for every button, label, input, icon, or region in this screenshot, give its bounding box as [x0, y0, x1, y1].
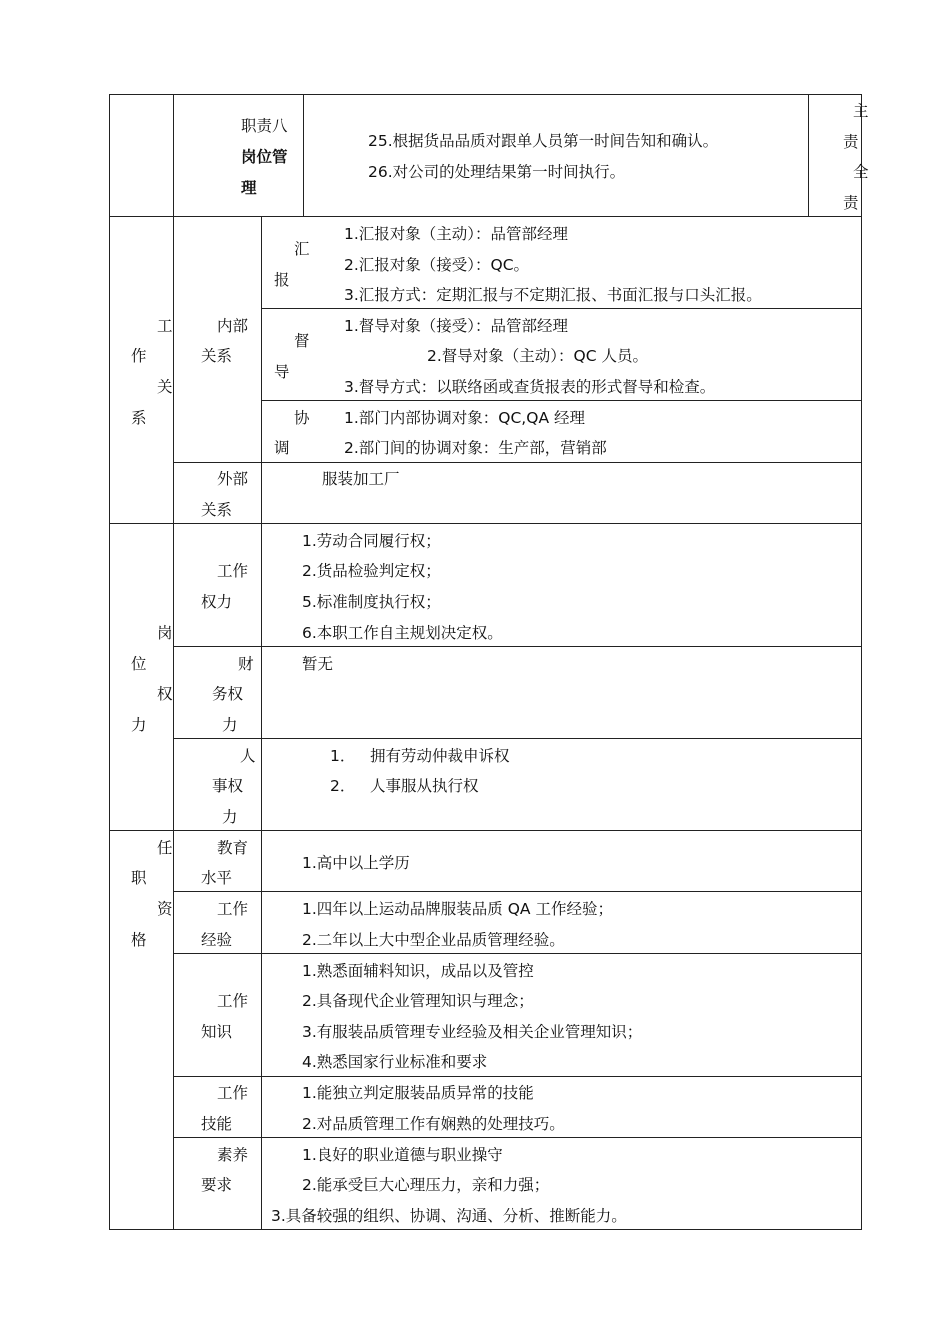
work-authority-label: 权力 [201, 593, 233, 611]
report-label: 报 [274, 271, 290, 289]
report-item: 1.汇报对象（主动）：品管部经理 [344, 225, 569, 243]
coordinate-label: 调 [274, 439, 290, 457]
quality-label: 素养 [217, 1146, 249, 1164]
work-authority-item: 5.标准制度执行权； [302, 593, 441, 611]
section-label-authority: 岗 [157, 624, 173, 642]
duty-item: 25.根据货品品质对跟单人员第一时间告知和确认。 [368, 132, 719, 150]
knowledge-item: 4.熟悉国家行业标准和要求 [302, 1053, 488, 1071]
responsibility-char: 主 [853, 102, 869, 120]
experience-label: 工作 [217, 900, 249, 918]
section-label-authority: 位 [131, 655, 147, 673]
column-divider [808, 94, 809, 216]
quality-item: 2.能承受巨大心理压力，亲和力强； [302, 1176, 550, 1194]
coordinate-item: 1.部门内部协调对象：QC,QA 经理 [344, 409, 585, 427]
hr-authority-label: 事权 [212, 777, 244, 795]
report-label: 汇 [294, 240, 310, 258]
supervise-item: 3.督导方式：以联络函或查货报表的形式督导和检查。 [344, 378, 716, 396]
finance-authority-label: 财 [238, 655, 254, 673]
work-authority-item: 2.货品检验判定权； [302, 562, 441, 580]
row-divider [173, 646, 862, 647]
quality-label: 要求 [201, 1176, 233, 1194]
work-authority-label: 工作 [217, 562, 249, 580]
hr-authority-label: 人 [240, 747, 256, 765]
row-divider [109, 216, 862, 217]
hr-authority-item-number: 1． [330, 747, 356, 765]
external-relations-label: 外部 [217, 470, 249, 488]
duty-item: 26.对公司的处理结果第一时间执行。 [368, 163, 626, 181]
column-divider [261, 216, 262, 1230]
knowledge-label: 工作 [217, 992, 249, 1010]
supervise-item: 2.督导对象（主动）：QC 人员。 [427, 347, 648, 365]
responsibility-char: 责 [843, 133, 859, 151]
work-authority-item: 1.劳动合同履行权； [302, 532, 441, 550]
duty-title: 岗位管 [241, 148, 288, 166]
internal-relations-label: 内部 [217, 317, 249, 335]
skills-label: 工作 [217, 1084, 249, 1102]
work-authority-item: 6.本职工作自主规划决定权。 [302, 624, 503, 642]
experience-item: 2.二年以上大中型企业品质管理经验。 [302, 931, 565, 949]
quality-item: 1.良好的职业道德与职业操守 [302, 1146, 503, 1164]
coordinate-label: 协 [294, 409, 310, 427]
finance-authority-value: 暂无 [302, 655, 334, 673]
section-label-qualifications: 任 [157, 839, 173, 857]
education-item: 1.高中以上学历 [302, 854, 410, 872]
experience-item: 1.四年以上运动品牌服装品质 QA 工作经验； [302, 900, 613, 918]
skills-item: 2.对品质管理工作有娴熟的处理技巧。 [302, 1115, 565, 1133]
education-label: 水平 [201, 869, 233, 887]
knowledge-label: 知识 [201, 1023, 233, 1041]
section-label-qualifications: 职 [131, 869, 147, 887]
knowledge-item: 2.具备现代企业管理知识与理念； [302, 992, 534, 1010]
column-divider [303, 94, 304, 216]
section-label-work-relations: 作 [131, 347, 147, 365]
responsibility-char: 责 [843, 194, 859, 212]
section-label-work-relations: 关 [157, 378, 173, 396]
internal-relations-label: 关系 [201, 347, 233, 365]
report-item: 3.汇报方式：定期汇报与不定期汇报、书面汇报与口头汇报。 [344, 286, 762, 304]
section-label-authority: 力 [131, 716, 147, 734]
external-relations-value: 服装加工厂 [322, 470, 400, 488]
section-label-work-relations: 系 [131, 409, 147, 427]
external-relations-label: 关系 [201, 501, 233, 519]
coordinate-item: 2.部门间的协调对象：生产部，营销部 [344, 439, 607, 457]
supervise-label: 导 [274, 363, 290, 381]
duty-label: 职责八 [241, 117, 288, 135]
education-label: 教育 [217, 839, 249, 857]
hr-authority-label: 力 [222, 808, 238, 826]
skills-label: 技能 [201, 1115, 233, 1133]
section-label-authority: 权 [157, 685, 173, 703]
quality-item: 3.具备较强的组织、协调、沟通、分析、推断能力。 [271, 1207, 627, 1225]
knowledge-item: 3.有服装品质管理专业经验及相关企业管理知识； [302, 1023, 643, 1041]
supervise-label: 督 [294, 332, 310, 350]
hr-authority-item-number: 2． [330, 777, 356, 795]
row-divider [173, 738, 862, 739]
duty-title-cont: 理 [241, 179, 257, 197]
responsibility-char: 全 [853, 163, 869, 181]
report-item: 2.汇报对象（接受）：QC。 [344, 256, 530, 274]
section-label-work-relations: 工 [157, 317, 173, 335]
hr-authority-item: 拥有劳动仲裁申诉权 [370, 747, 510, 765]
hr-authority-item: 人事服从执行权 [370, 777, 479, 795]
skills-item: 1.能独立判定服装品质异常的技能 [302, 1084, 534, 1102]
supervise-item: 1.督导对象（接受）：品管部经理 [344, 317, 569, 335]
row-divider [173, 891, 862, 892]
column-divider [173, 94, 174, 1230]
row-divider [173, 1076, 862, 1077]
finance-authority-label: 力 [222, 716, 238, 734]
finance-authority-label: 务权 [212, 685, 244, 703]
knowledge-item: 1.熟悉面辅料知识，成品以及管控 [302, 962, 534, 980]
section-label-qualifications: 资 [157, 900, 173, 918]
experience-label: 经验 [201, 931, 233, 949]
section-label-qualifications: 格 [131, 931, 147, 949]
